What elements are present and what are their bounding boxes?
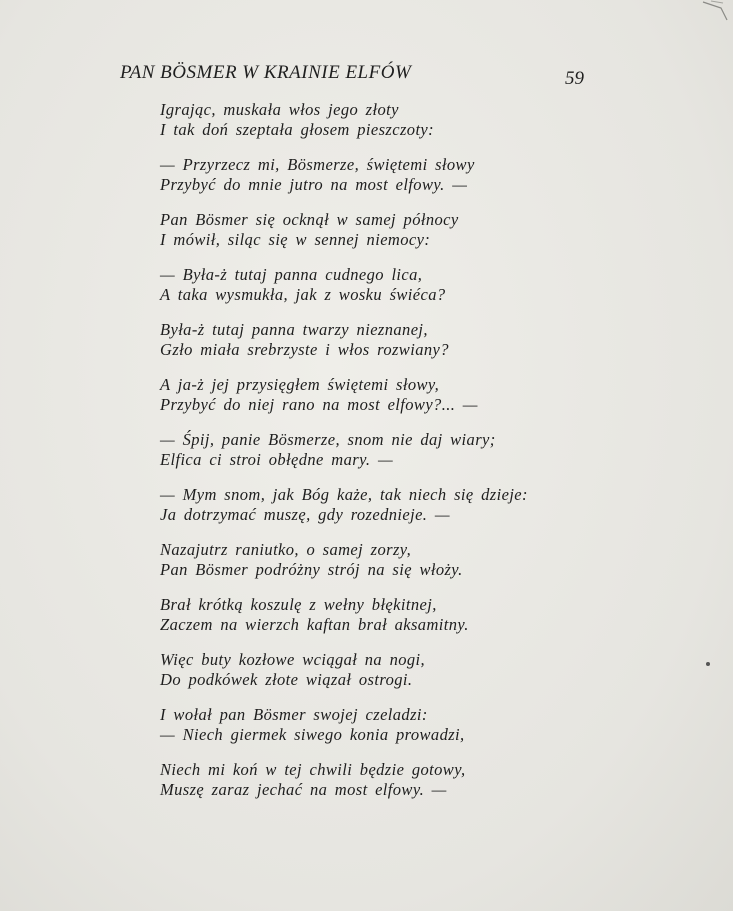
poem-line: — Niech giermek siwego konia prowadzi, (160, 725, 465, 744)
poem-line: Pan Bösmer się ocknął w samej północy (160, 210, 459, 229)
stanza (160, 650, 600, 690)
poem-line: I wołał pan Bösmer swojej czeladzi: (160, 705, 428, 724)
poem-line: Gzło miała srebrzyste i włos rozwiany? (160, 340, 449, 359)
poem-line: Niech mi koń w tej chwili będzie gotowy, (160, 760, 466, 779)
stanza (160, 540, 600, 580)
stanza (160, 595, 600, 635)
poem-line: I tak doń szeptała głosem pieszczoty: (160, 120, 435, 139)
poem-line: — Była-ż tutaj panna cudnego lica, (160, 265, 423, 284)
poem-line: Przybyć do niej rano na most elfowy?... — (160, 395, 478, 414)
stanza (160, 760, 600, 800)
poem-line: — Przyrzecz mi, Bösmerze, świętemi słowy (160, 155, 475, 174)
poem-line: — Mym snom, jak Bóg każe, tak niech się dzieje: (160, 485, 528, 504)
poem-line: Więc buty kozłowe wciągał na nogi, (160, 650, 426, 669)
running-header-title: PAN BÖSMER W KRAINIE ELFÓW (120, 62, 412, 83)
poem-line: Do podkówek złote wiązał ostrogi. (160, 670, 413, 689)
stanza (160, 705, 600, 745)
poem-line: Elfica ci stroi obłędne mary. — (160, 450, 394, 469)
poem-line: Nazajutrz raniutko, o samej zorzy, (160, 540, 412, 559)
poem-line: Była-ż tutaj panna twarzy nieznanej, (160, 320, 428, 339)
poem-line: A taka wysmukła, jak z wosku świéca? (160, 285, 446, 304)
page-number: 59 (565, 68, 584, 89)
stanza (160, 375, 600, 415)
poem-line: Przybyć do mnie jutro na most elfowy. — (160, 175, 468, 194)
poem-line: — Śpij, panie Bösmerze, snom nie daj wiary; (160, 430, 496, 449)
stanza (160, 265, 600, 305)
page-corner-mark (701, 0, 729, 22)
poem-line: Igrając, muskała włos jego złoty (160, 100, 399, 119)
stanza (160, 430, 600, 470)
poem-body (160, 100, 600, 815)
poem-line: Zaczem na wierzch kaftan brał aksamitny. (160, 615, 469, 634)
poem-line: Ja dotrzymać muszę, gdy rozednieje. — (160, 505, 450, 524)
paper-speck (706, 662, 710, 666)
poem-line: I mówił, siląc się w sennej niemocy: (160, 230, 431, 249)
poem-line: A ja-ż jej przysięgłem świętemi słowy, (160, 375, 440, 394)
poem-line: Brał krótką koszulę z wełny błękitnej, (160, 595, 437, 614)
stanza (160, 485, 600, 525)
poem-line: Muszę zaraz jechać na most elfowy. — (160, 780, 447, 799)
stanza (160, 320, 600, 360)
poem-line: Pan Bösmer podróżny strój na się włoży. (160, 560, 463, 579)
stanza (160, 155, 600, 195)
stanza (160, 100, 600, 140)
stanza (160, 210, 600, 250)
